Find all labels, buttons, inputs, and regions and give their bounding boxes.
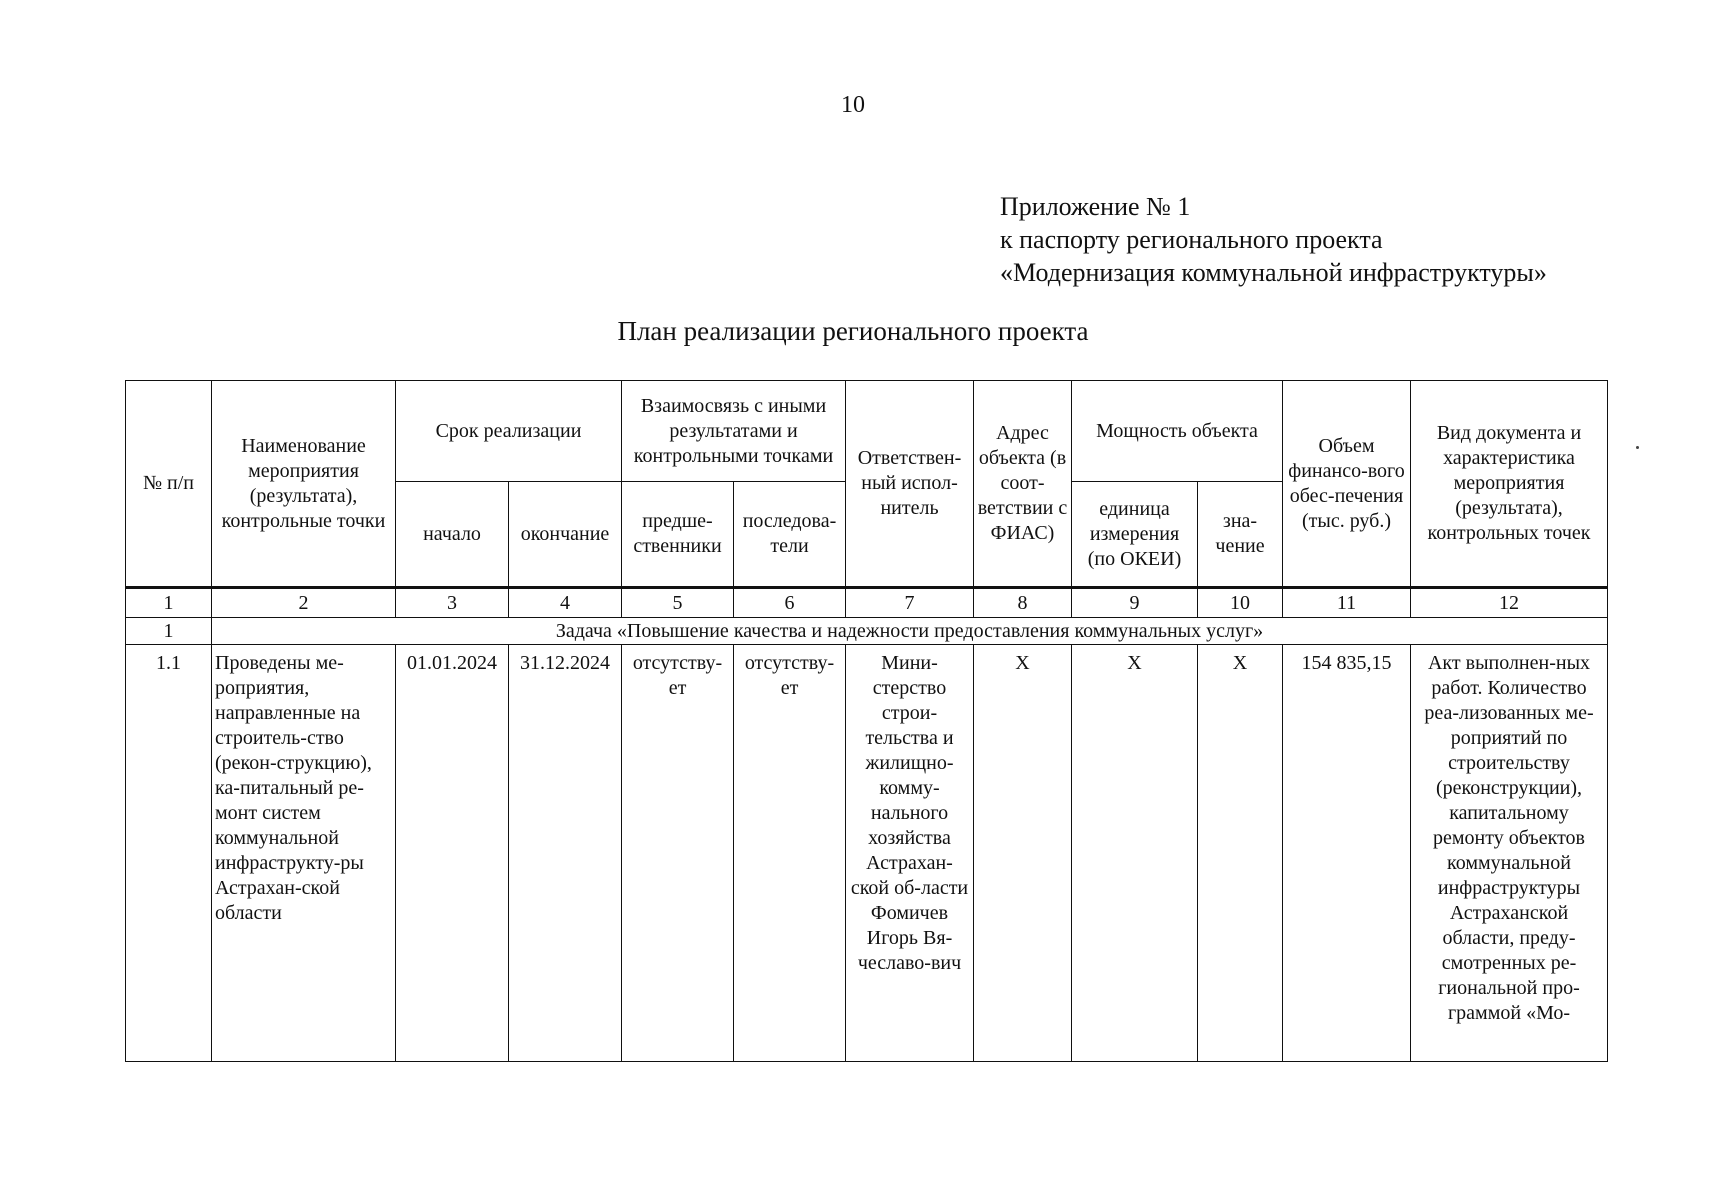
header-term-start: начало	[396, 482, 509, 588]
page-number: 10	[841, 92, 865, 118]
row-value: X	[1198, 645, 1283, 1062]
header-unit: единица измерения (по ОКЕИ)	[1072, 482, 1198, 588]
appendix-line-2: к паспорту регионального проекта	[1000, 225, 1383, 254]
appendix-line-1: Приложение № 1	[1000, 192, 1191, 221]
row-predecessors: отсутству-ет	[622, 645, 734, 1062]
header-funding: Объем финансо-вого обес-печения (тыс. руб.)	[1283, 381, 1411, 588]
column-number: 1	[126, 588, 212, 618]
task-title: Задача «Повышение качества и надежности предоставления коммунальных услуг»	[212, 618, 1608, 645]
header-num: № п/п	[126, 381, 212, 588]
row-end: 31.12.2024	[509, 645, 622, 1062]
column-number: 4	[509, 588, 622, 618]
row-start: 01.01.2024	[396, 645, 509, 1062]
header-successors: последова-тели	[734, 482, 846, 588]
column-number: 10	[1198, 588, 1283, 618]
appendix-line-3: «Модернизация коммунальной инфраструктуры»	[1000, 258, 1547, 287]
header-term: Срок реализации	[396, 381, 622, 482]
row-doc-type: Акт выполнен-ных работ. Количество реа-лизованных ме-роприятий по строительству (реконструкции), капитальному ремонту объектов коммунальной инфраструктуры Астраханской области, преду-смотренных ре-гиональной про-граммой «Мо-	[1411, 645, 1608, 1062]
column-number: 2	[212, 588, 396, 618]
table-row	[126, 645, 1608, 1062]
scan-speck	[1636, 446, 1639, 449]
row-unit: X	[1072, 645, 1198, 1062]
header-value: зна-чение	[1198, 482, 1283, 588]
header-relation: Взаимосвязь с иными результатами и контрольными точками	[622, 381, 846, 482]
column-number: 8	[974, 588, 1072, 618]
column-number: 12	[1411, 588, 1608, 618]
row-successors: отсутству-ет	[734, 645, 846, 1062]
column-number: 7	[846, 588, 974, 618]
column-number: 9	[1072, 588, 1198, 618]
header-predecessors: предше-ственники	[622, 482, 734, 588]
row-address: X	[974, 645, 1072, 1062]
header-doc-type: Вид документа и характеристика мероприятия (результата), контрольных точек	[1411, 381, 1608, 588]
row-name: Проведены ме-роприятия, направленные на строитель-ство (рекон-струкцию), ка-питальный ре-монт систем коммунальной инфраструкту-ры Астрахан-ской области	[212, 645, 396, 1062]
appendix-heading	[1000, 190, 1547, 289]
header-name: Наименование мероприятия (результата), контрольные точки	[212, 381, 396, 588]
column-number: 11	[1283, 588, 1411, 618]
header-address: Адрес объекта (в соот-ветствии с ФИАС)	[974, 381, 1072, 588]
row-num: 1.1	[126, 645, 212, 1062]
header-term-end: окончание	[509, 482, 622, 588]
task-num: 1	[126, 618, 212, 645]
task-row	[126, 618, 1608, 645]
header-capacity: Мощность объекта	[1072, 381, 1283, 482]
plan-table	[125, 380, 1608, 1062]
column-number: 3	[396, 588, 509, 618]
header-responsible: Ответствен-ный испол-нитель	[846, 381, 974, 588]
column-number-row	[126, 588, 1608, 618]
row-funding: 154 835,15	[1283, 645, 1411, 1062]
row-responsible: Мини-стерство строи-тельства и жилищно-комму-нального хозяйства Астрахан-ской об-ласти Фомичев Игорь Вя-чеславо-вич	[846, 645, 974, 1062]
column-number: 6	[734, 588, 846, 618]
plan-title: План реализации регионального проекта	[617, 316, 1089, 346]
column-number: 5	[622, 588, 734, 618]
